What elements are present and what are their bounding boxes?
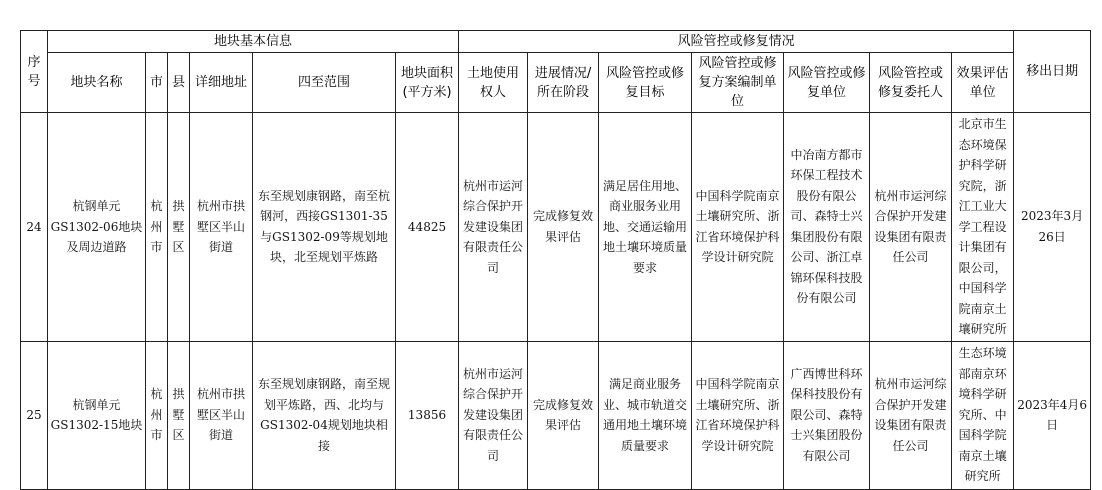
header-seq: 序号 bbox=[21, 31, 48, 113]
table-row bbox=[21, 113, 1091, 342]
header-county: 县 bbox=[168, 53, 190, 113]
header-control-target: 风险管控或修复目标 bbox=[599, 53, 692, 113]
header-land-owner: 土地使用权人 bbox=[459, 53, 528, 113]
cell-plan-unit: 中国科学院南京土壤研究所、浙江省环境保护科学设计研究院 bbox=[692, 341, 784, 489]
header-address: 详细地址 bbox=[190, 53, 253, 113]
cell-county: 拱墅区 bbox=[168, 341, 190, 489]
cell-repair-unit: 广西博世科环保科技股份有限公司、森特士兴集团股份有限公司 bbox=[784, 341, 870, 489]
table-row bbox=[21, 341, 1091, 489]
cell-city: 杭州市 bbox=[146, 341, 168, 489]
header-group-risk-control: 风险管控或修复情况 bbox=[459, 31, 1014, 53]
header-group-basic-info: 地块基本信息 bbox=[48, 31, 459, 53]
cell-removal-date: 2023年3月26日 bbox=[1014, 113, 1091, 342]
cell-control-target: 满足居住用地、商业服务业用地、交通运输用地土壤环境质量要求 bbox=[599, 113, 692, 342]
cell-area: 13856 bbox=[396, 341, 459, 489]
cell-plan-unit: 中国科学院南京土壤研究所、浙江省环境保护科学设计研究院 bbox=[692, 113, 784, 342]
cell-land-owner: 杭州市运河综合保护开发建设集团有限责任公司 bbox=[459, 341, 528, 489]
header-plan-unit: 风险管控或修复方案编制单位 bbox=[692, 53, 784, 113]
cell-seq: 24 bbox=[21, 113, 48, 342]
cell-address: 杭州市拱墅区半山街道 bbox=[190, 113, 253, 342]
land-parcel-table bbox=[20, 30, 1091, 490]
cell-boundary: 东至规划康钢路，南至杭钢河，西接GS1301-35与GS1302-09等规划地块，北至规划平炼路 bbox=[253, 113, 396, 342]
cell-evaluation-unit: 北京市生态环境保护科学研究院，浙江工业大学工程设计集团有限公司，中国科学院南京土壤研究所 bbox=[952, 113, 1014, 342]
cell-parcel-name: 杭钢单元GS1302-06地块及周边道路 bbox=[48, 113, 146, 342]
cell-progress-stage: 完成修复效果评估 bbox=[528, 113, 599, 342]
cell-seq: 25 bbox=[21, 341, 48, 489]
header-removal-date: 移出日期 bbox=[1014, 31, 1091, 113]
header-evaluation-unit: 效果评估单位 bbox=[952, 53, 1014, 113]
cell-client: 杭州市运河综合保护开发建设集团有限责任公司 bbox=[870, 341, 952, 489]
cell-evaluation-unit: 生态环境部南京环境科学研究所、中国科学院南京土壤研究所 bbox=[952, 341, 1014, 489]
header-boundary: 四至范围 bbox=[253, 53, 396, 113]
cell-removal-date: 2023年4月6日 bbox=[1014, 341, 1091, 489]
cell-city: 杭州市 bbox=[146, 113, 168, 342]
header-repair-unit: 风险管控或修复单位 bbox=[784, 53, 870, 113]
cell-area: 44825 bbox=[396, 113, 459, 342]
cell-county: 拱墅区 bbox=[168, 113, 190, 342]
cell-progress-stage: 完成修复效果评估 bbox=[528, 341, 599, 489]
cell-land-owner: 杭州市运河综合保护开发建设集团有限责任公司 bbox=[459, 113, 528, 342]
header-parcel-name: 地块名称 bbox=[48, 53, 146, 113]
cell-control-target: 满足商业服务业、城市轨道交通用地土壤环境质量要求 bbox=[599, 341, 692, 489]
header-progress-stage: 进展情况/所在阶段 bbox=[528, 53, 599, 113]
cell-boundary: 东至规划康钢路，南至规划平炼路，西、北均与GS1302-04规划地块相接 bbox=[253, 341, 396, 489]
cell-address: 杭州市拱墅区半山街道 bbox=[190, 341, 253, 489]
cell-parcel-name: 杭钢单元GS1302-15地块 bbox=[48, 341, 146, 489]
header-city: 市 bbox=[146, 53, 168, 113]
header-client: 风险管控或修复委托人 bbox=[870, 53, 952, 113]
cell-client: 杭州市运河综合保护开发建设集团有限责任公司 bbox=[870, 113, 952, 342]
header-area: 地块面积(平方米) bbox=[396, 53, 459, 113]
cell-repair-unit: 中冶南方都市环保工程技术股份有限公司、森特士兴集团股份有限公司、浙江卓锦环保科技股份有限公司 bbox=[784, 113, 870, 342]
